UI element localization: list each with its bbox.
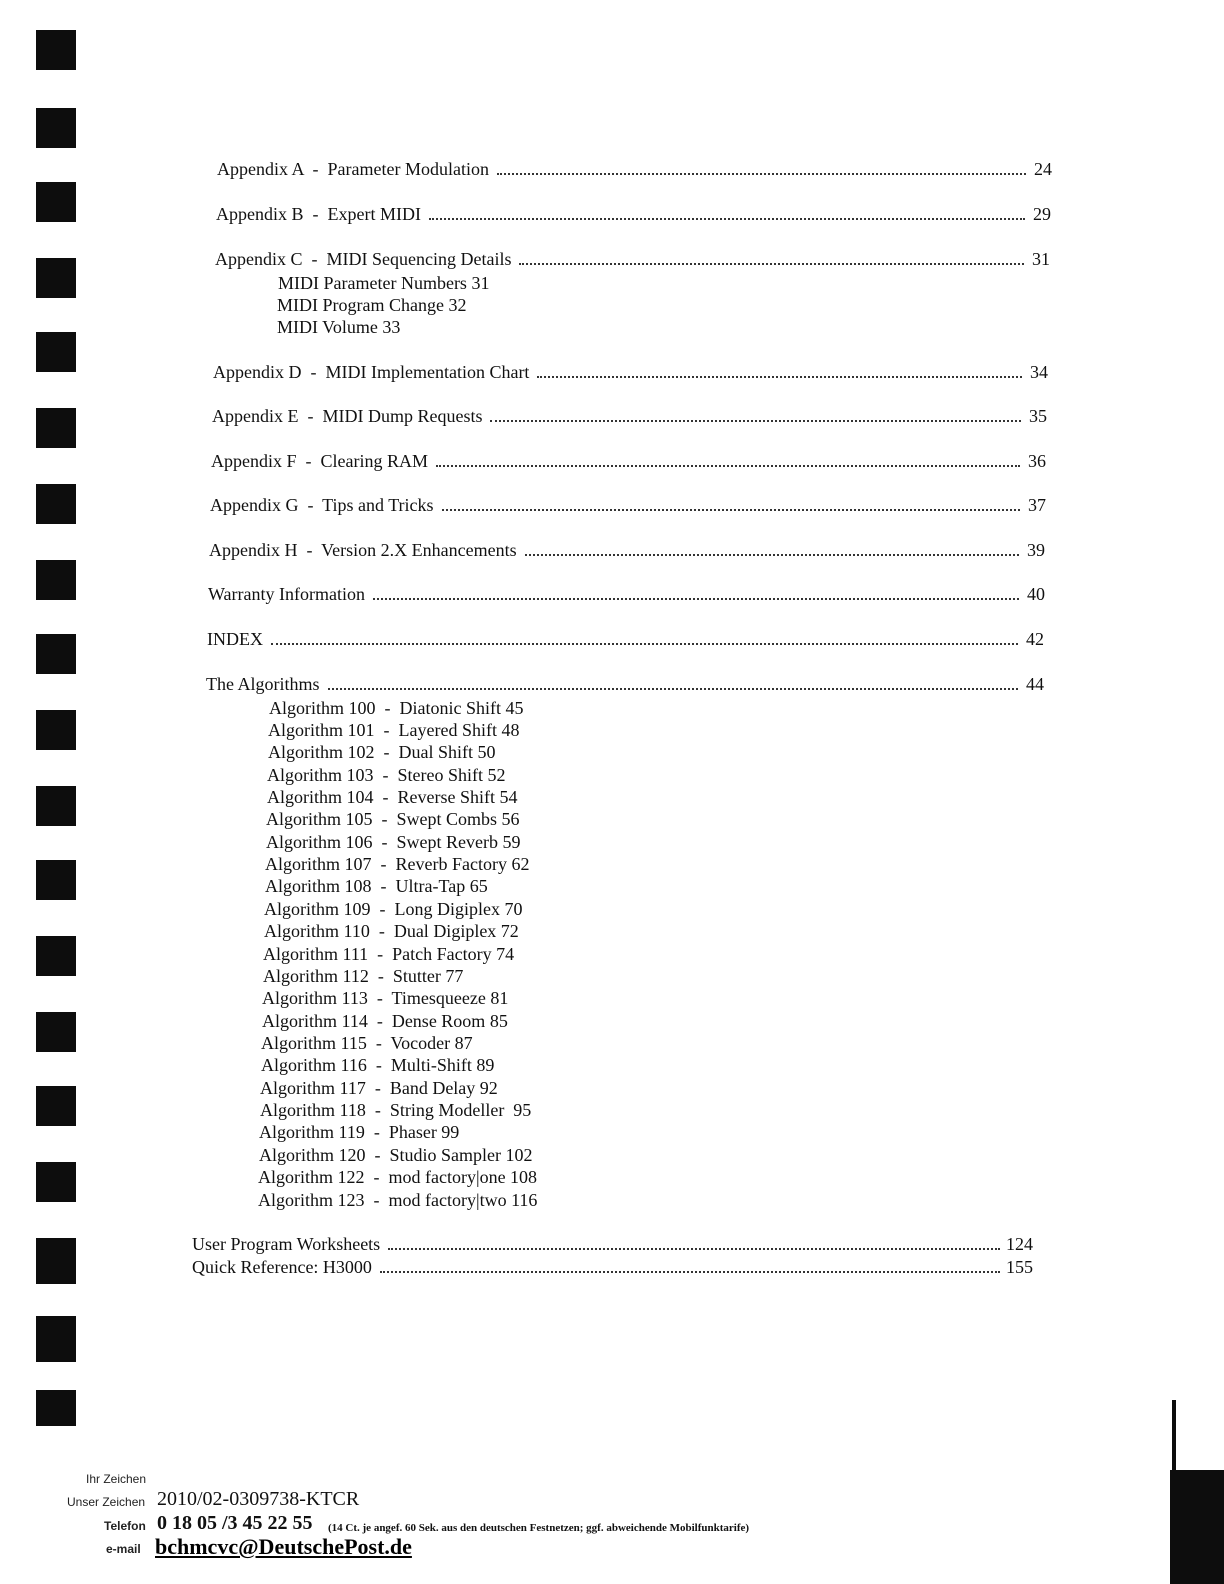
toc-subitem: MIDI Parameter Numbers 31	[278, 273, 490, 293]
toc-entry-page: 155	[1006, 1257, 1033, 1277]
email-value: bchmcvc@DeutschePost.de	[155, 1534, 412, 1559]
toc-entry-page: 40	[1027, 584, 1045, 604]
binding-hole	[36, 1162, 76, 1202]
dot-leader	[442, 508, 1020, 511]
toc-entry-quick-reference	[192, 1256, 1033, 1278]
binding-holes	[34, 0, 84, 1450]
toc-entry-page: 35	[1029, 406, 1047, 426]
algorithm-item: Algorithm 123 - mod factory|two 116	[258, 1190, 538, 1210]
toc-entry-page: 24	[1034, 159, 1052, 179]
binding-hole	[36, 108, 76, 148]
toc-entry-label: INDEX	[207, 629, 263, 649]
binding-hole	[36, 1238, 76, 1284]
telefon-note: (14 Ct. je angef. 60 Sek. aus den deutschen Festnetzen; ggf. abweichende Mobilfunktarife)	[328, 1522, 750, 1534]
toc-entry-appendix-d	[213, 361, 1048, 383]
algorithm-item: Algorithm 122 - mod factory|one 108	[258, 1167, 538, 1187]
binding-hole	[36, 1390, 76, 1426]
dot-leader	[436, 464, 1020, 467]
binding-hole	[36, 560, 76, 600]
toc-entry-appendix-a	[217, 158, 1052, 180]
dot-leader	[328, 687, 1019, 690]
binding-hole	[36, 936, 76, 976]
dot-leader	[271, 642, 1018, 645]
algorithm-item: Algorithm 103 - Stereo Shift 52	[267, 765, 506, 785]
dot-leader	[519, 262, 1024, 265]
binding-hole	[36, 860, 76, 900]
toc-entry-page: 29	[1033, 204, 1051, 224]
toc-entry-index	[207, 628, 1044, 650]
binding-hole	[36, 710, 76, 750]
toc-entry-appendix-b	[216, 203, 1051, 225]
dot-leader	[429, 217, 1025, 220]
binding-hole	[36, 1086, 76, 1126]
toc-entry-label: Appendix E - MIDI Dump Requests	[212, 406, 483, 426]
letter-footer	[0, 1460, 1224, 1584]
binding-hole	[36, 1316, 76, 1362]
algorithm-item: Algorithm 111 - Patch Factory 74	[263, 944, 515, 964]
algorithm-item: Algorithm 117 - Band Delay 92	[260, 1078, 498, 1098]
binding-hole	[36, 408, 76, 448]
toc-entry-appendix-h	[209, 539, 1045, 561]
algorithm-item: Algorithm 104 - Reverse Shift 54	[267, 787, 518, 807]
toc-entry-warranty	[208, 583, 1045, 605]
toc-entry-label: Appendix F - Clearing RAM	[211, 451, 428, 471]
binding-hole	[36, 182, 76, 222]
algorithm-item: Algorithm 118 - String Modeller 95	[260, 1100, 532, 1120]
toc-entry-page: 31	[1032, 249, 1050, 269]
toc-entry-appendix-g	[210, 494, 1046, 516]
algorithm-item: Algorithm 120 - Studio Sampler 102	[259, 1145, 533, 1165]
telefon-value: 0 18 05 /3 45 22 55	[157, 1512, 313, 1534]
telefon-label: Telefon	[104, 1519, 146, 1533]
algorithm-item: Algorithm 107 - Reverb Factory 62	[265, 854, 530, 874]
toc-subitem: MIDI Program Change 32	[277, 295, 467, 315]
algorithm-item: Algorithm 101 - Layered Shift 48	[268, 720, 520, 740]
toc-entry-page: 39	[1027, 540, 1045, 560]
dot-leader	[388, 1247, 1000, 1250]
toc-entry-label: Quick Reference: H3000	[192, 1257, 372, 1277]
dot-leader	[497, 172, 1026, 175]
toc-entry-page: 37	[1028, 495, 1046, 515]
toc-entry-label: Appendix A - Parameter Modulation	[217, 159, 489, 179]
algorithm-item: Algorithm 110 - Dual Digiplex 72	[264, 921, 519, 941]
algorithm-item: Algorithm 116 - Multi-Shift 89	[261, 1055, 495, 1075]
toc-entry-label: Appendix D - MIDI Implementation Chart	[213, 362, 530, 382]
algorithm-item: Algorithm 102 - Dual Shift 50	[268, 742, 496, 762]
algorithm-item: Algorithm 119 - Phaser 99	[259, 1122, 460, 1142]
dot-leader	[380, 1270, 1000, 1273]
binding-hole	[36, 634, 76, 674]
toc-entry-label: Appendix G - Tips and Tricks	[210, 495, 434, 515]
toc-entry-page: 124	[1006, 1234, 1033, 1254]
binding-hole	[36, 30, 76, 70]
algorithm-item: Algorithm 105 - Swept Combs 56	[266, 809, 520, 829]
algorithm-item: Algorithm 112 - Stutter 77	[263, 966, 464, 986]
binding-hole	[36, 332, 76, 372]
binding-hole	[36, 1012, 76, 1052]
toc-entry-page: 44	[1026, 674, 1044, 694]
algorithm-item: Algorithm 115 - Vocoder 87	[261, 1033, 473, 1053]
toc-entry-page: 36	[1028, 451, 1046, 471]
toc-entry-page: 42	[1026, 629, 1044, 649]
toc-subitem: MIDI Volume 33	[277, 317, 401, 337]
algorithm-item: Algorithm 106 - Swept Reverb 59	[266, 832, 521, 852]
dot-leader	[537, 375, 1022, 378]
algorithm-item: Algorithm 113 - Timesqueeze 81	[262, 988, 509, 1008]
algorithm-item: Algorithm 114 - Dense Room 85	[262, 1011, 508, 1031]
toc-entry-label: Warranty Information	[208, 584, 365, 604]
unser-zeichen-value: 2010/02-0309738-KTCR	[157, 1488, 360, 1510]
algorithm-item: Algorithm 109 - Long Digiplex 70	[264, 899, 523, 919]
toc-entry-appendix-f	[211, 450, 1046, 472]
toc-entry-label: The Algorithms	[206, 674, 320, 694]
dot-leader	[373, 597, 1019, 600]
toc-entry-label: User Program Worksheets	[192, 1234, 381, 1254]
toc-entry-label: Appendix C - MIDI Sequencing Details	[215, 249, 512, 269]
binding-hole	[36, 786, 76, 826]
dot-leader	[490, 419, 1021, 422]
toc-entry-user-worksheets	[192, 1233, 1033, 1255]
toc-entry-label: Appendix H - Version 2.X Enhancements	[209, 540, 517, 560]
ihr-zeichen-label: Ihr Zeichen	[86, 1472, 147, 1486]
toc-entry-appendix-e	[212, 405, 1047, 427]
binding-hole	[36, 484, 76, 524]
toc-entry-algorithms	[206, 673, 1044, 695]
toc-entry-appendix-c	[215, 248, 1050, 270]
algorithm-item: Algorithm 100 - Diatonic Shift 45	[269, 698, 524, 718]
binding-hole	[36, 258, 76, 298]
toc-entry-page: 34	[1030, 362, 1048, 382]
email-label: e-mail	[106, 1542, 141, 1556]
algorithm-item: Algorithm 108 - Ultra-Tap 65	[265, 876, 488, 896]
toc-entry-label: Appendix B - Expert MIDI	[216, 204, 421, 224]
unser-zeichen-label: Unser Zeichen	[67, 1495, 146, 1509]
dot-leader	[525, 553, 1019, 556]
